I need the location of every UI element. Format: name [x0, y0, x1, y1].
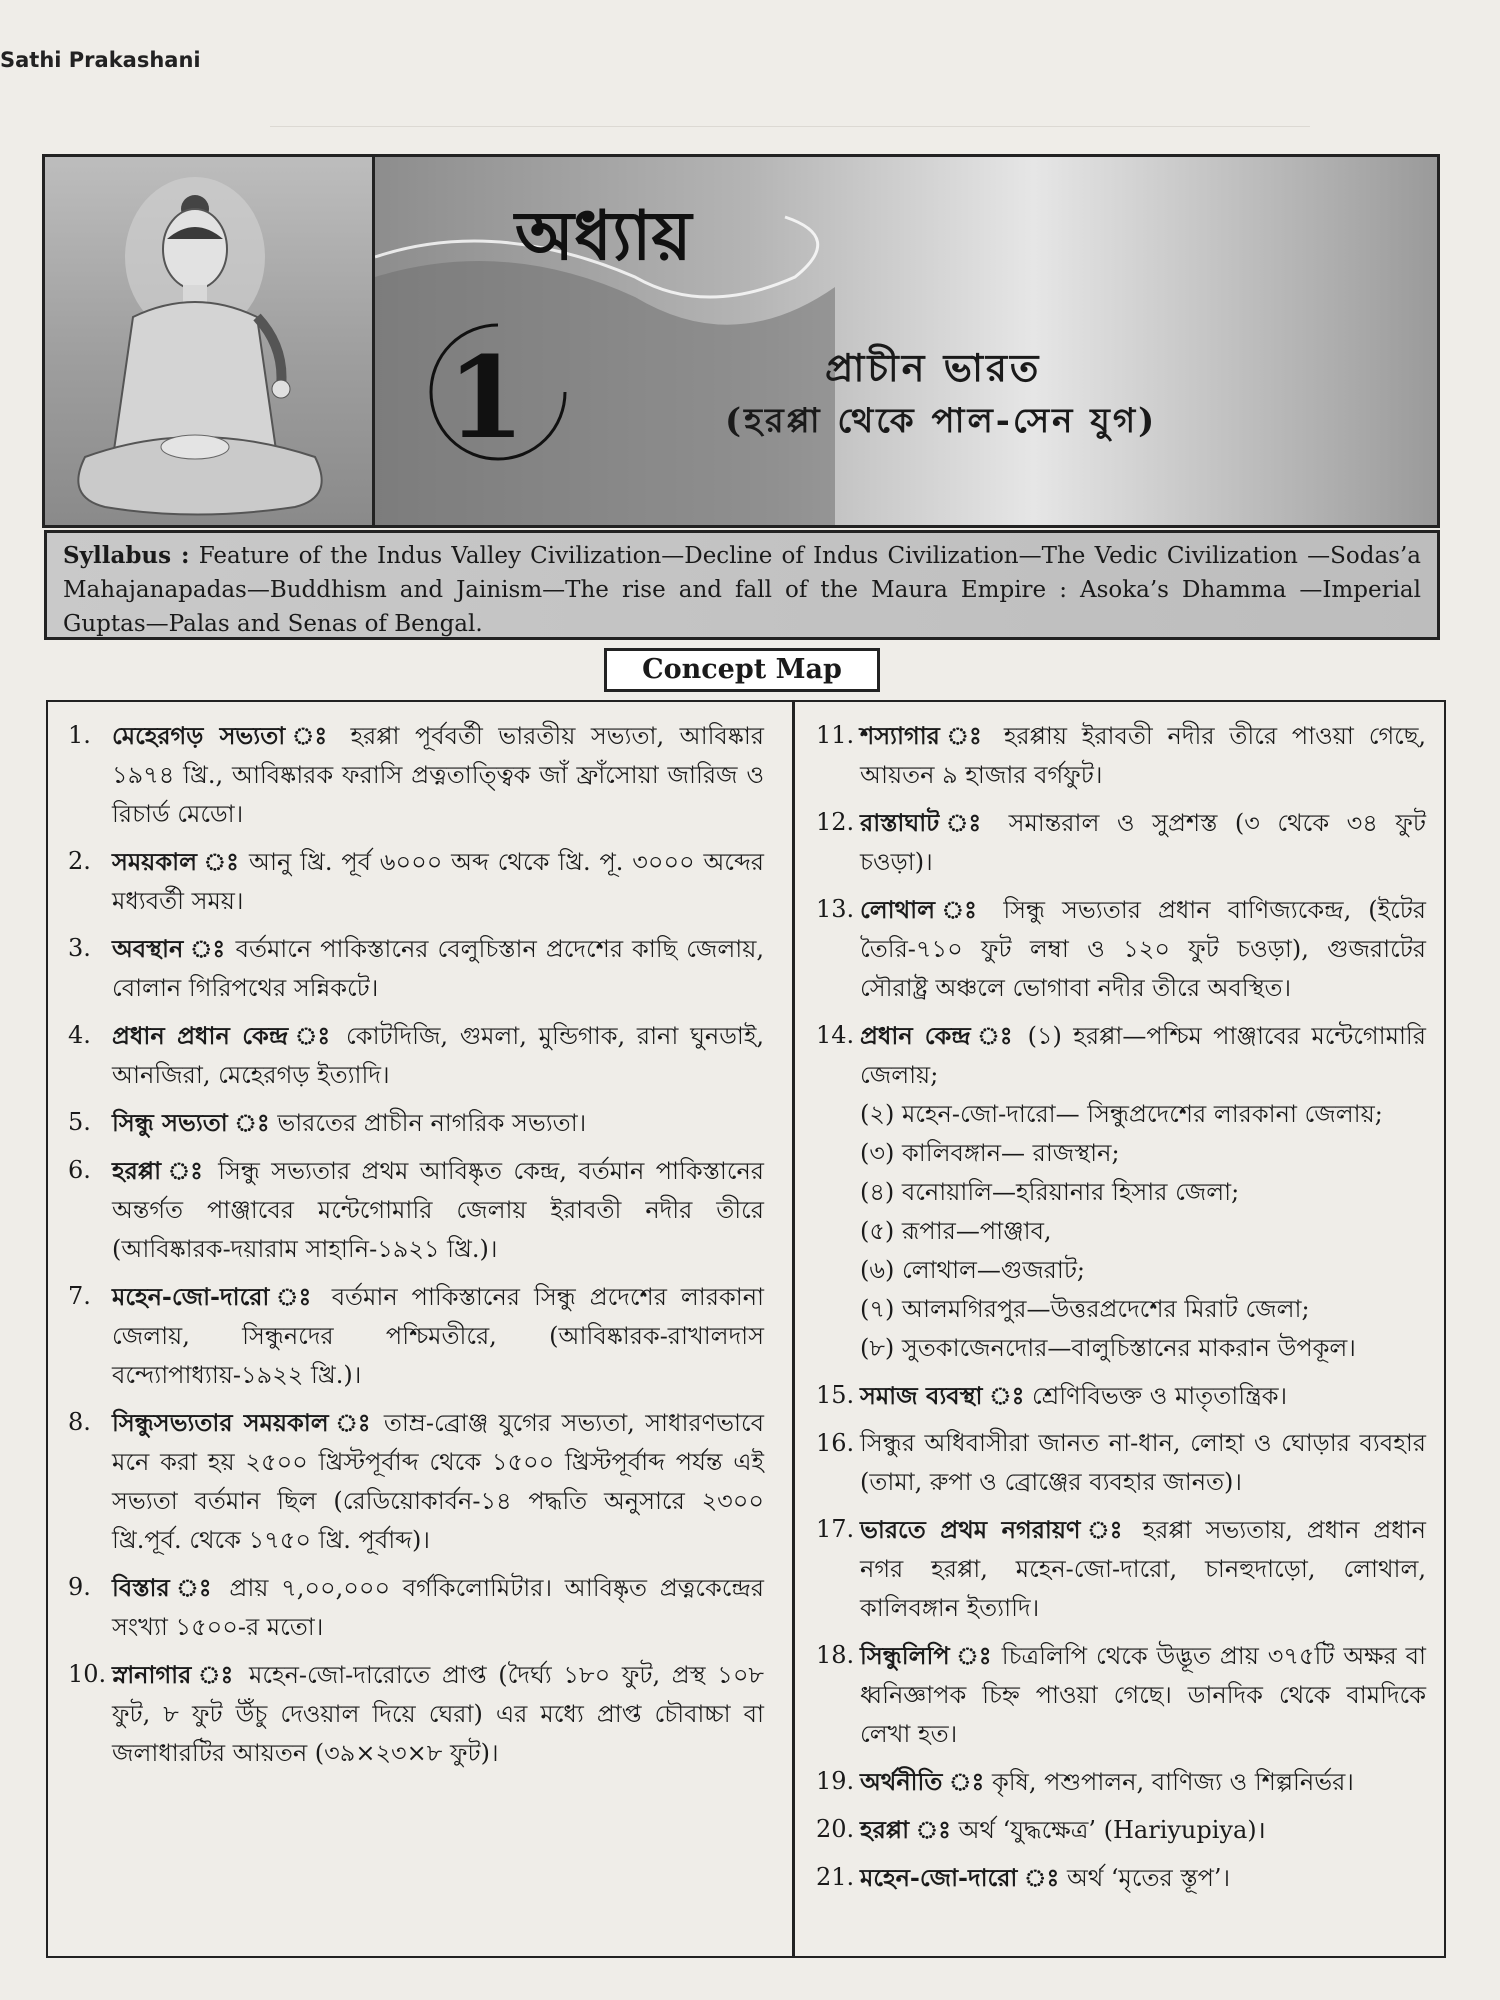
- item-number: 15.: [816, 1381, 855, 1409]
- item-number: 19.: [816, 1767, 855, 1795]
- item-number: 5.: [68, 1108, 91, 1136]
- item-term: শস্যাগার ঃ: [860, 721, 989, 750]
- concept-item: [68, 716, 764, 834]
- concept-map-left-column: [68, 716, 764, 1781]
- item-term: মহেন-জো-দারো ঃ: [860, 1863, 1060, 1892]
- item-number: 21.: [816, 1863, 855, 1891]
- item-number: 7.: [68, 1282, 91, 1310]
- item-term: সিন্ধুসভ্যতার সময়কাল ঃ: [112, 1408, 374, 1437]
- syllabus-label: Syllabus :: [63, 542, 190, 569]
- item-number: 8.: [68, 1408, 91, 1436]
- concept-item: [816, 890, 1426, 1008]
- item-text: [112, 1568, 764, 1647]
- item-term: সিন্ধুলিপি ঃ: [860, 1641, 993, 1670]
- item-text: [860, 716, 1426, 795]
- item-term: সমাজ ব্যবস্থা ঃ: [860, 1381, 1025, 1410]
- item-text: [860, 1510, 1426, 1628]
- item-term: অবস্থান ঃ: [112, 934, 227, 963]
- item-term: সময়কাল ঃ: [112, 847, 241, 876]
- item-body: সিন্ধুর অধিবাসীরা জানত না-ধান, লোহা ও ঘোড়ার ব্যবহার (তামা, রুপা ও ব্রোঞ্জের ব্যবহার জানত)।: [860, 1429, 1426, 1496]
- concept-item: [68, 929, 764, 1008]
- item-text: [112, 1103, 764, 1143]
- item-term: মহেন-জো-দারো ঃ: [112, 1282, 318, 1311]
- item-term: অর্থনীতি ঃ: [860, 1767, 985, 1796]
- syllabus-text: Feature of the Indus Valley Civilization—Decline of Indus Civilization—The Vedic Civilization —Sodas’a Mahajanapadas—Buddhism and Jainism—The rise and fall of the Maura Empire : Asoka’s Dhamma —Imperial Guptas—Palas and Senas of Bengal.: [63, 543, 1422, 637]
- concept-item: [816, 716, 1426, 795]
- concept-item: [68, 1403, 764, 1560]
- item-term: প্রধান কেন্দ্র ঃ: [860, 1021, 1017, 1050]
- item-body: চিত্রলিপি থেকে উদ্ভূত প্রায় ৩৭৫টি অক্ষর বা ধ্বনিজ্ঞাপক চিহ্ন পাওয়া গেছে। ডানদিক থেকে বামদিকে লেখা হত।: [860, 1642, 1426, 1748]
- item-text: [112, 929, 764, 1008]
- concept-item: [816, 1810, 1426, 1850]
- item-body: (১) হরপ্পা—পশ্চিম পাঞ্জাবের মন্টেগোমারি জেলায়;: [860, 1022, 1426, 1089]
- item-sub-line: (৫) রূপার—পাঞ্জাব,: [860, 1217, 1052, 1245]
- concept-item: [816, 803, 1426, 882]
- concept-map-label: Concept Map: [604, 648, 880, 692]
- concept-item: [816, 1016, 1426, 1368]
- item-body: মহেন-জো-দারোতে প্রাপ্ত (দৈর্ঘ্য ১৮০ ফুট, প্রস্থ ১০৮ ফুট, ৮ ফুট উঁচু দেওয়াল দিয়ে ঘেরা) এর মধ্যে প্রাপ্ত চৌবাচ্চা বা জলাধারটির আয়তন (৩৯×২৩×৮ ফুট)।: [112, 1661, 765, 1767]
- item-text: [112, 1016, 764, 1095]
- item-term: রাস্তাঘাট ঃ: [860, 808, 992, 837]
- item-number: 4.: [68, 1021, 91, 1049]
- concept-item: [68, 1655, 764, 1773]
- item-text: [112, 1277, 764, 1395]
- item-text: [112, 842, 764, 921]
- item-number: 12.: [816, 808, 855, 836]
- item-term: হরপ্পা ঃ: [112, 1156, 207, 1185]
- item-text: [860, 1762, 1426, 1802]
- item-number: 1.: [68, 721, 91, 749]
- item-sub-line: (৭) আলমগিরপুর—উত্তরপ্রদেশের মিরাট জেলা;: [860, 1295, 1310, 1323]
- chapter-title: প্রাচীন ভারত: [825, 345, 1042, 390]
- item-text: [860, 803, 1426, 882]
- chapter-word: অধ্যায়: [515, 196, 692, 276]
- item-number: 2.: [68, 847, 91, 875]
- item-term: লোথাল ঃ: [860, 895, 987, 924]
- item-term: প্রধান প্রধান কেন্দ্র ঃ: [112, 1021, 335, 1050]
- item-term: হরপ্পা ঃ: [860, 1815, 951, 1844]
- item-body: সিন্ধু সভ্যতার প্রথম আবিষ্কৃত কেন্দ্র, বর্তমান পাকিস্তানের অন্তর্গত পাঞ্জাবের মন্টেগোমারি জেলায় ইরাবতী নদীর তীরে (আবিষ্কারক-দয়ারাম সাহানি-১৯২১ খ্রি.)।: [112, 1157, 764, 1263]
- item-body: হরপ্পা সভ্যতায়, প্রধান প্রধান নগর হরপ্পা, মহেন-জো-দারো, চানহুদাড়ো, লোথাল, কালিবঙ্গান ইত্যাদি।: [860, 1516, 1426, 1622]
- item-body: সমান্তরাল ও সুপ্রশস্ত (৩ থেকে ৩৪ ফুট চওড়া)।: [860, 809, 1426, 876]
- concept-map-box: [46, 700, 1446, 1958]
- concept-item: [816, 1858, 1426, 1898]
- item-text: [860, 1810, 1426, 1850]
- chapter-subtitle: (হরপ্পা থেকে পাল-সেন যুগ): [725, 401, 1158, 441]
- bleed-through-line: [270, 100, 1310, 127]
- syllabus-box: [44, 530, 1440, 640]
- concept-item: [68, 1151, 764, 1269]
- item-body: তাম্র-ব্রোঞ্জ যুগের সভ্যতা, সাধারণভাবে মনে করা হয় ২৫০০ খ্রিস্টপূর্বাব্দ থেকে ১৫০০ খ্রিস্টপূর্বাব্দ পর্যন্ত এই সভ্যতা বর্তমান ছিল (রেডিয়োকার্বন-১৪ পদ্ধতি অনুসারে ২৩০০ খ্রি.পূর্ব. থেকে ১৭৫০ খ্রি. পূর্বাব্দ)।: [112, 1409, 764, 1554]
- title-panel: [375, 157, 1437, 525]
- item-number: 14.: [816, 1021, 855, 1049]
- concept-map-right-column: [816, 716, 1426, 1906]
- item-text: [860, 1636, 1426, 1754]
- item-text: [112, 1655, 764, 1773]
- item-number: 17.: [816, 1515, 855, 1543]
- item-text: [860, 1016, 1426, 1368]
- item-sub-line: (২) মহেন-জো-দারো— সিন্ধুপ্রদেশের লারকানা জেলায়;: [860, 1100, 1383, 1128]
- item-body: শ্রেণিবিভক্ত ও মাতৃতান্ত্রিক।: [1032, 1382, 1288, 1410]
- concept-item: [816, 1636, 1426, 1754]
- concept-item: [68, 842, 764, 921]
- item-number: 6.: [68, 1156, 91, 1184]
- item-body: সিন্ধু সভ্যতার প্রধান বাণিজ্যকেন্দ্র, (ইটের তৈরি-৭১০ ফুট লম্বা ও ১২০ ফুট চওড়া), গুজরাটের সৌরাষ্ট্র অঞ্চলে ভোগাবা নদীর তীরে অবস্থিত।: [860, 896, 1426, 1002]
- item-sub-line: (৮) সুতকাজেনদোর—বালুচিস্তানের মাকরান উপকূল।: [860, 1334, 1356, 1362]
- item-number: 16.: [816, 1429, 855, 1457]
- concept-item: [68, 1568, 764, 1647]
- item-number: 20.: [816, 1815, 855, 1843]
- item-body: বর্তমান পাকিস্তানের সিন্ধু প্রদেশের লারকানা জেলায়, সিন্ধুনদের পশ্চিমতীরে, (আবিষ্কারক-রাখালদাস বন্দ্যোপাধ্যায়-১৯২২ খ্রি.)।: [112, 1283, 764, 1389]
- item-body: অর্থ ‘যুদ্ধক্ষেত্র’ (Hariyupiya)।: [958, 1816, 1266, 1844]
- buddha-illustration: [45, 157, 375, 525]
- item-text: [112, 1151, 764, 1269]
- item-sub-line: (৩) কালিবঙ্গান— রাজস্থান;: [860, 1139, 1120, 1167]
- item-body: কৃষি, পশুপালন, বাণিজ্য ও শিল্পনির্ভর।: [991, 1768, 1354, 1796]
- item-term: ভারতে প্রথম নগরায়ণ ঃ: [860, 1515, 1129, 1544]
- item-number: 3.: [68, 934, 91, 962]
- item-text: [860, 1376, 1426, 1416]
- item-body: হরপ্পায় ইরাবতী নদীর তীরে পাওয়া গেছে, আয়তন ৯ হাজার বর্গফুট।: [860, 722, 1426, 789]
- concept-item: [816, 1376, 1426, 1416]
- item-term: বিস্তার ঃ: [112, 1573, 217, 1602]
- concept-item: [816, 1762, 1426, 1802]
- item-text: [860, 890, 1426, 1008]
- chapter-banner: [42, 154, 1440, 528]
- item-number: 11.: [816, 721, 855, 749]
- item-body: আনু খ্রি. পূর্ব ৬০০০ অব্দ থেকে খ্রি. পূ. ৩০০০ অব্দের মধ্যবর্তী সময়।: [112, 848, 764, 915]
- item-body: অর্থ ‘মৃতের স্তূপ’।: [1066, 1864, 1231, 1892]
- item-body: ভারতের প্রাচীন নাগরিক সভ্যতা।: [277, 1109, 587, 1137]
- item-sub-line: (৪) বনোয়ালি—হরিয়ানার হিসার জেলা;: [860, 1178, 1240, 1206]
- item-body: কোটদিজি, গুমলা, মুন্ডিগাক, রানা ঘুনডাই, আনজিরা, মেহেরগড় ইত্যাদি।: [112, 1022, 764, 1089]
- concept-item: [816, 1424, 1426, 1502]
- chapter-number: 1: [447, 333, 525, 464]
- item-term: মেহেরগড় সভ্যতা ঃ: [112, 721, 335, 750]
- item-text: [860, 1424, 1426, 1502]
- item-number: 10.: [68, 1660, 107, 1688]
- concept-item: [816, 1510, 1426, 1628]
- concept-item: [68, 1016, 764, 1095]
- item-sub-line: (৬) লোথাল—গুজরাট;: [860, 1256, 1086, 1284]
- item-body: বর্তমানে পাকিস্তানের বেলুচিস্তান প্রদেশের কাছি জেলায়, বোলান গিরিপথের সন্নিকটে।: [112, 935, 764, 1002]
- item-term: সিন্ধু সভ্যতা ঃ: [112, 1108, 270, 1137]
- item-text: [112, 716, 764, 834]
- concept-item: [68, 1277, 764, 1395]
- publisher-name: Sathi Prakashani: [0, 48, 201, 72]
- item-number: 9.: [68, 1573, 91, 1601]
- column-divider: [792, 702, 795, 1956]
- item-text: [860, 1858, 1426, 1898]
- item-number: 18.: [816, 1641, 855, 1669]
- item-term: স্নানাগার ঃ: [112, 1660, 238, 1689]
- item-body: প্রায় ৭,০০,০০০ বর্গকিলোমিটার। আবিষ্কৃত প্রত্নকেন্দ্রের সংখ্যা ১৫০০-র মতো।: [112, 1574, 764, 1641]
- item-text: [112, 1403, 764, 1560]
- concept-item: [68, 1103, 764, 1143]
- item-body: হরপ্পা পূর্ববর্তী ভারতীয় সভ্যতা, আবিষ্কার ১৯৭৪ খ্রি., আবিষ্কারক ফরাসি প্রত্নতাত্ত্বিক জাঁ ফ্রাঁসোয়া জারিজ ও রিচার্ড মেডো।: [112, 722, 764, 828]
- item-number: 13.: [816, 895, 855, 923]
